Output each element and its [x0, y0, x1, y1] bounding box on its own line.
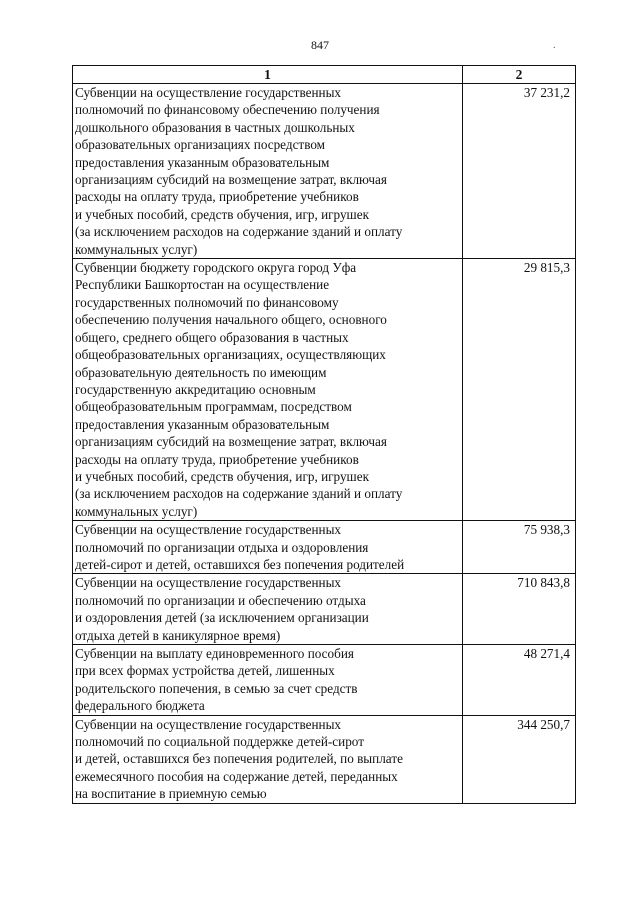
table-row	[73, 259, 576, 521]
row-description	[73, 715, 463, 803]
description-line: Субвенции бюджету городского округа город Уфа	[75, 260, 357, 276]
row-amount: 29 815,3	[463, 259, 576, 521]
description-line: коммунальных услуг)	[75, 503, 198, 519]
table-row	[73, 715, 576, 803]
description-line: предоставления указанным образовательным	[75, 416, 330, 432]
description-line: и учебных пособий, средств обучения, игр, игрушек	[75, 206, 369, 222]
description-line: полномочий по социальной поддержке детей-сирот	[75, 734, 364, 750]
description-line: ежемесячного пособия на содержание детей, переданных	[75, 768, 398, 784]
table-row	[73, 574, 576, 645]
description-line: организациям субсидий на возмещение затрат, включая	[75, 434, 387, 450]
description-line: обеспечению получения начального общего, основного	[75, 312, 387, 328]
description-line: и оздоровления детей (за исключением организации	[75, 610, 369, 626]
description-line: дошкольного образования в частных дошкольных	[75, 119, 355, 135]
description-line: государственных полномочий по финансовому	[75, 294, 339, 310]
description-line: полномочий по финансовому обеспечению получения	[75, 102, 380, 118]
table-body	[73, 84, 576, 804]
description-line: расходы на оплату труда, приобретение учебников	[75, 451, 359, 467]
column-header-2: 2	[463, 66, 576, 84]
row-amount: 344 250,7	[463, 715, 576, 803]
row-description	[73, 259, 463, 521]
description-line: организациям субсидий на возмещение затрат, включая	[75, 172, 387, 188]
row-description	[73, 521, 463, 574]
row-description	[73, 574, 463, 645]
description-line: при всех формах устройства детей, лишенных	[75, 663, 335, 679]
description-line: государственную аккредитацию основным	[75, 381, 316, 397]
description-line: Субвенции на осуществление государственных	[75, 575, 342, 591]
description-line: общего, среднего общего образования в частных	[75, 329, 349, 345]
description-line: общеобразовательных организациях, осуществляющих	[75, 347, 386, 363]
table-row	[73, 84, 576, 259]
description-line: Республики Башкортостан на осуществление	[75, 277, 330, 293]
description-line: полномочий по организации отдыха и оздоровления	[75, 539, 369, 555]
description-line: Субвенции на осуществление государственных	[75, 716, 342, 732]
table-header	[73, 66, 576, 84]
description-line: образовательную деятельность по имеющим	[75, 364, 327, 380]
row-amount: 710 843,8	[463, 574, 576, 645]
row-amount: 48 271,4	[463, 645, 576, 716]
description-line: Субвенции на осуществление государственных	[75, 85, 342, 100]
description-line: детей-сирот и детей, оставшихся без попечения родителей	[75, 556, 405, 572]
description-line: общеобразовательным программам, посредством	[75, 399, 352, 415]
description-line: (за исключением расходов на содержание зданий и оплату	[75, 486, 403, 502]
header-row	[73, 66, 576, 84]
description-line: Субвенции на осуществление государственных	[75, 522, 342, 538]
description-line: и учебных пособий, средств обучения, игр, игрушек	[75, 468, 369, 484]
description-line: на воспитание в приемную семью	[75, 786, 267, 802]
row-amount: 37 231,2	[463, 84, 576, 259]
description-line: и детей, оставшихся без попечения родителей, по выплате	[75, 751, 403, 767]
description-line: образовательных организациях посредством	[75, 137, 326, 153]
row-description	[73, 645, 463, 716]
description-line: коммунальных услуг)	[75, 241, 198, 257]
description-line: расходы на оплату труда, приобретение учебников	[75, 189, 359, 205]
description-line: родительского попечения, в семью за счет средств	[75, 680, 358, 696]
column-header-1: 1	[73, 66, 463, 84]
subventions-table	[72, 65, 576, 804]
table-row	[73, 521, 576, 574]
description-line: (за исключением расходов на содержание зданий и оплату	[75, 224, 403, 240]
row-description	[73, 84, 463, 259]
description-line: отдыха детей в каникулярное время)	[75, 627, 281, 643]
table-row	[73, 645, 576, 716]
stray-mark: .	[553, 40, 556, 51]
description-line: предоставления указанным образовательным	[75, 154, 330, 170]
page-number: 847	[311, 38, 329, 52]
description-line: Субвенции на выплату единовременного пособия	[75, 646, 354, 661]
row-amount: 75 938,3	[463, 521, 576, 574]
description-line: федерального бюджета	[75, 698, 205, 714]
description-line: полномочий по организации и обеспечению отдыха	[75, 592, 366, 608]
